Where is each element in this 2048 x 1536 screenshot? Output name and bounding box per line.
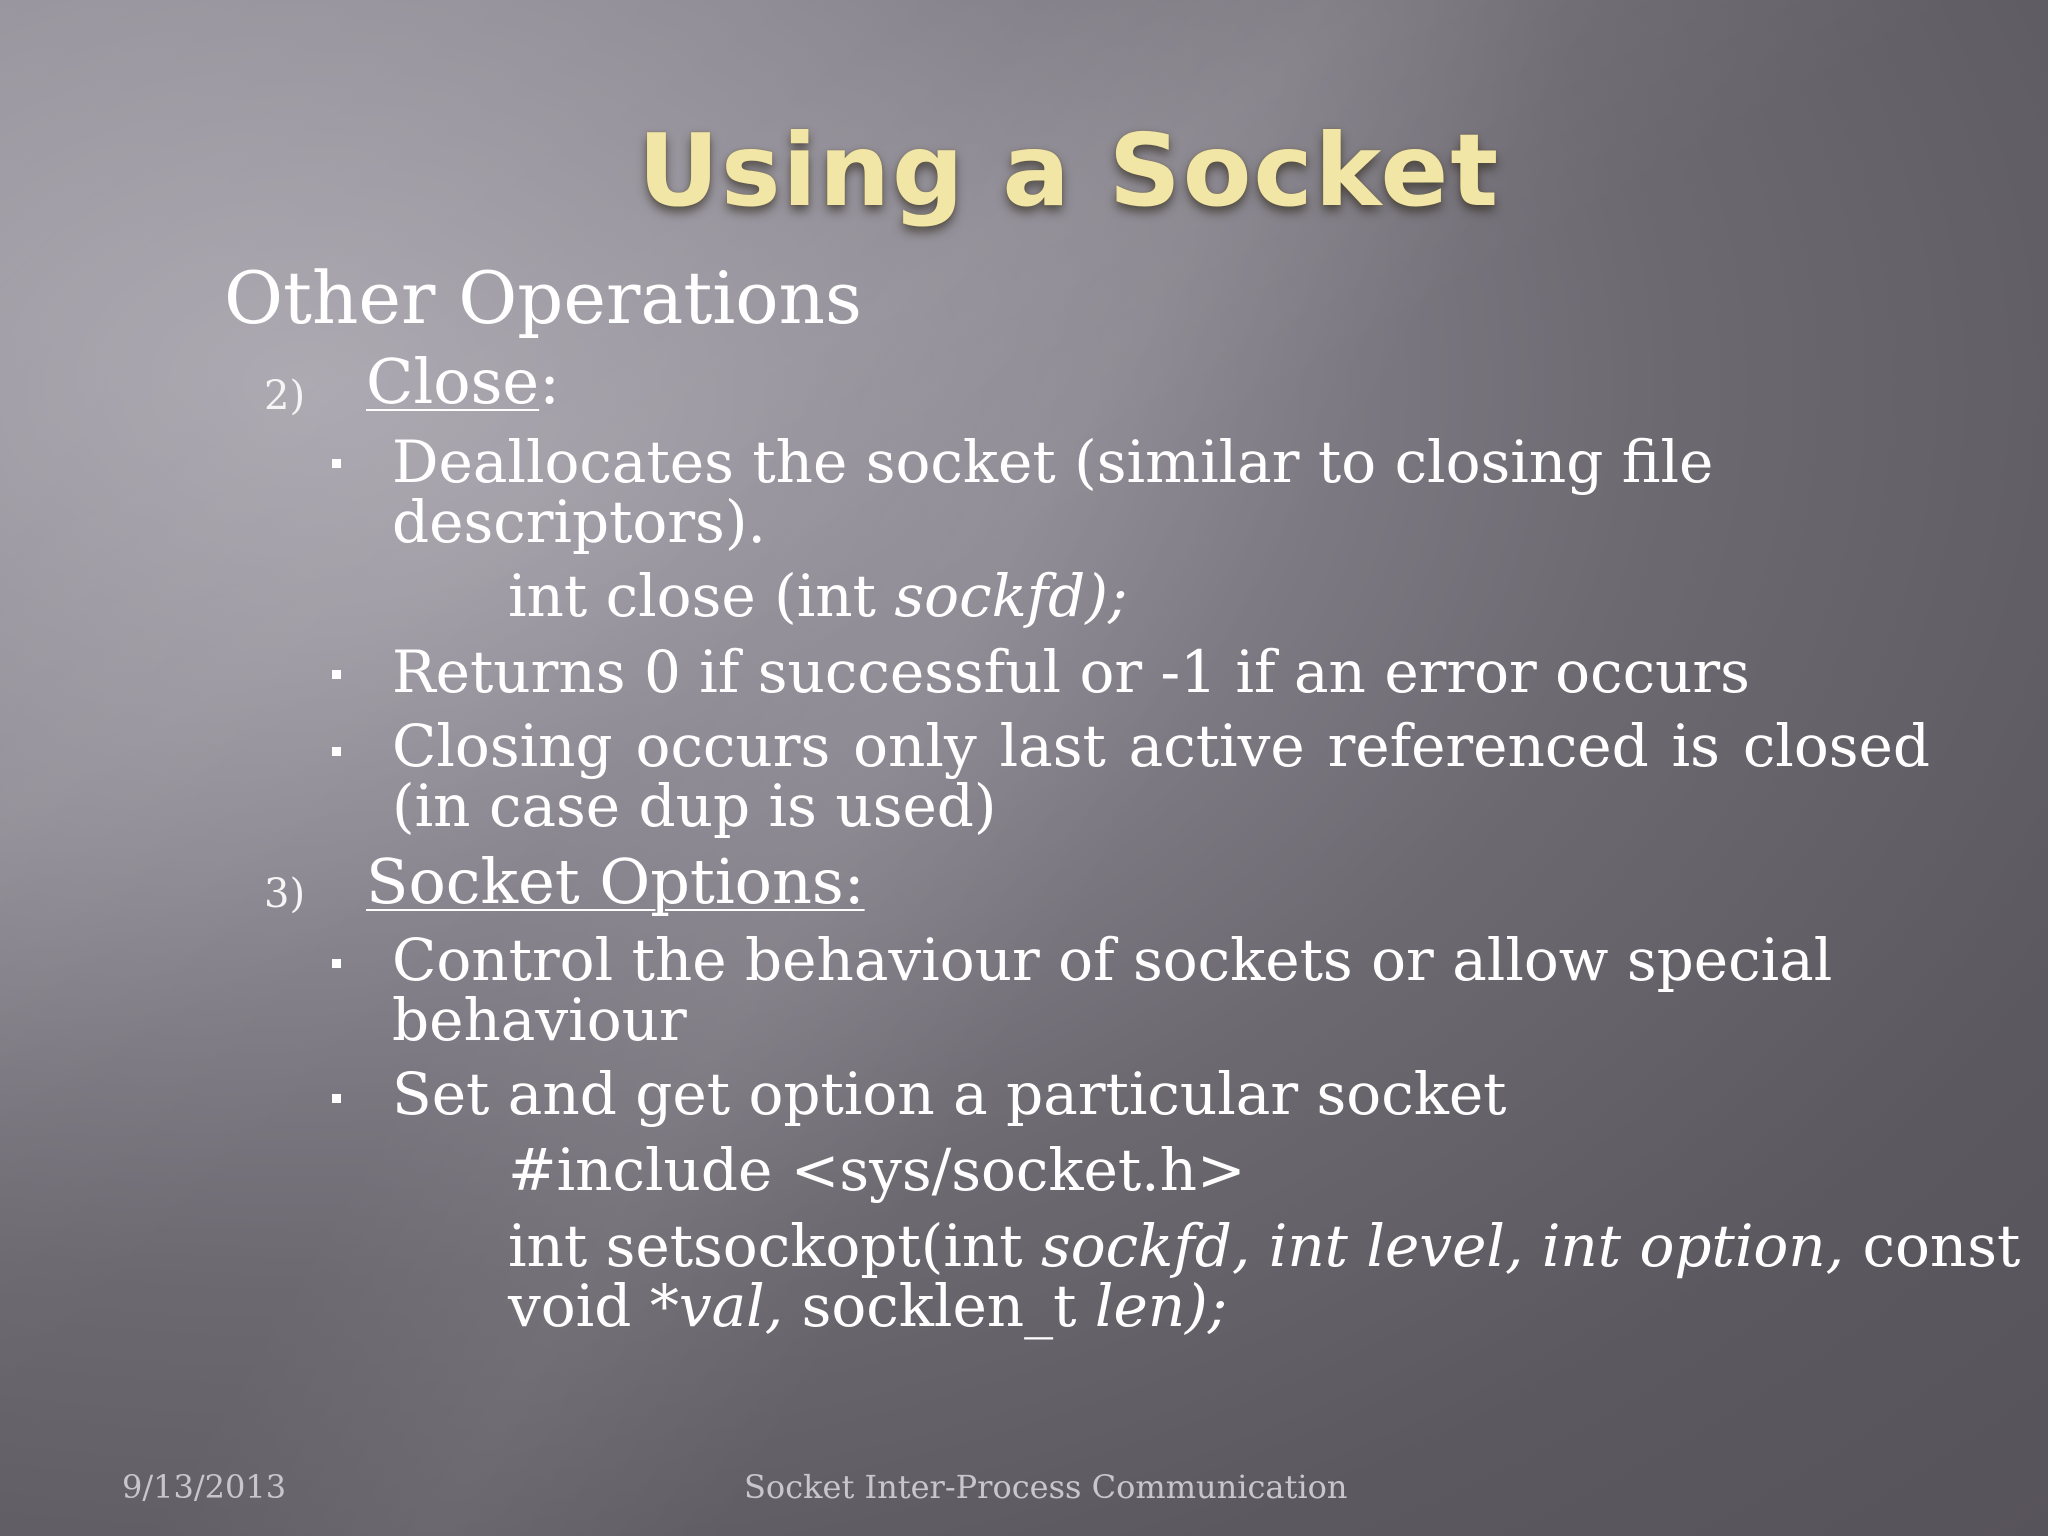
code-close-signature [508, 562, 1128, 630]
code-italic: sockfd, int level, int option, [1041, 1212, 1845, 1280]
code-setsockopt [508, 1212, 2021, 1340]
slide-title: Using a Socket [637, 112, 1501, 229]
bullet-closing: Closing occurs only last active referenced is closed (in case dup is used) [392, 712, 1930, 840]
bullet-control [392, 926, 1833, 1054]
footer-date: 9/13/2013 [122, 1468, 287, 1506]
code-text: socklen_t [783, 1272, 1095, 1340]
code-include: #include <sys/socket.h> [508, 1136, 1246, 1204]
bullet-marker-icon [332, 670, 341, 679]
bullet-line: descriptors). [392, 488, 766, 556]
bullet-deallocates [392, 428, 1714, 556]
code-text: void [508, 1272, 650, 1340]
bullet-returns: Returns 0 if successful or -1 if an error occurs [392, 638, 1750, 706]
close-heading-colon: : [539, 345, 560, 418]
bullet-line: behaviour [392, 986, 687, 1054]
bullet-marker-icon [332, 959, 341, 968]
footer-title: Socket Inter-Process Communication [744, 1468, 1348, 1506]
code-line [508, 1272, 2020, 1340]
bullet-marker-icon [332, 459, 341, 468]
bullet-marker-icon [332, 1094, 341, 1103]
close-heading [366, 346, 560, 418]
code-italic: len); [1094, 1272, 1228, 1340]
code-italic: *val, [649, 1272, 784, 1340]
section-heading: Other Operations [224, 256, 862, 340]
bullet-marker-icon [332, 747, 341, 756]
code-text: const [1844, 1212, 2021, 1280]
item-number-2: 2) [264, 373, 306, 419]
bullet-line: Deallocates the socket (similar to closing file [392, 428, 1714, 496]
bullet-line: Control the behaviour of sockets or allow special [392, 926, 1833, 994]
item-number-3: 3) [264, 871, 306, 917]
code-line [508, 1212, 2021, 1280]
code-text: int close (int [508, 562, 895, 630]
bullet-set-get: Set and get option a particular socket [392, 1060, 1507, 1128]
socket-options-heading: Socket Options: [366, 845, 865, 918]
code-italic: sockfd); [894, 562, 1128, 630]
code-text: int setsockopt(int [508, 1212, 1041, 1280]
close-heading-text: Close [366, 345, 540, 418]
